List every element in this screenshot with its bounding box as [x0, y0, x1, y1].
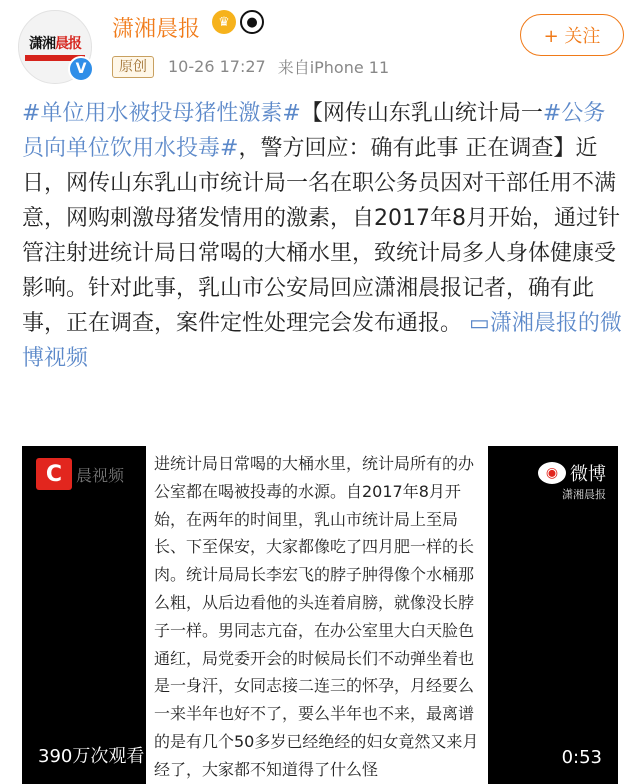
hashtag-link[interactable]: #单位用水被投母猪性激素#	[22, 101, 301, 126]
view-count: 390万次观看	[38, 746, 145, 767]
panda-icon[interactable]: ●	[240, 10, 264, 34]
username[interactable]: 潇湘晨报	[112, 17, 201, 42]
hashtag-link[interactable]: #公务员向单位饮用水投毒#	[22, 101, 606, 161]
post-title: 【网传山东乳山统计局一	[300, 101, 543, 126]
post-header	[0, 0, 640, 96]
user-badges	[212, 10, 264, 34]
post-time: 10-26 17:27	[168, 57, 266, 76]
video-duration: 0:53	[561, 747, 602, 768]
weibo-sub-text: 潇湘晨报	[562, 488, 606, 501]
video-link-icon: ▭	[469, 311, 490, 336]
video-player[interactable]	[22, 446, 618, 784]
weibo-watermark	[538, 460, 606, 502]
video-text-panel	[146, 446, 488, 784]
follow-button[interactable]: + 关注	[520, 14, 624, 56]
post-source: 来自iPhone 11	[277, 58, 390, 77]
video-panel-text: 进统计局日常喝的大桶水里，统计局所有的办公室都在喝被投毒的水源。自2017年8月开始，在两年的时间里，乳山市统计局上至局长、下至保安，大家都像吃了四月肥一样的长肉。统计局局长李宏飞的脖子肿得像个水桶那么粗，从后边看他的头连着肩膀，就像没长脖子一样。男同志亢奋，在办公室里大白天脸色通红，局党委开会的时候局长们不动弹坐着也是一身汗，女同志接二连三的怀孕，月经要么一来半年也好不了，要么半年也不来，最离谱的是有几个50多岁已经绝经的妇女竟然又来月经了，大家都不知道得了什么怪	[154, 454, 479, 779]
video-watermark-left	[36, 458, 124, 490]
weibo-icon: ◉	[538, 462, 566, 484]
video-watermark-left-text: 晨视频	[76, 465, 125, 485]
avatar-logo-text-b: 晨报	[55, 36, 81, 52]
video-link-label: 潇湘晨报的微博视频	[22, 311, 622, 371]
post-body: ，警方回应：确有此事 正在调查】近日，网传山东乳山市统计局一名在职公务员因对干部任用不满意，网购刺激母猪发情用的激素，自2017年8月开始，通过针管注射进统计局日常喝的大桶水里，致统计局多人身体健康受影响。针对此事，乳山市公安局回应潇湘晨报记者，确有此事，正在调查，案件定性处理完会发布通报。	[22, 136, 620, 336]
verified-icon: V	[68, 56, 94, 82]
post-text	[22, 96, 622, 376]
original-tag: 原创	[112, 56, 154, 78]
avatar-logo	[23, 33, 87, 53]
c-logo-icon: C	[36, 458, 72, 490]
post-meta	[112, 55, 389, 78]
weibo-text: 微博	[570, 464, 606, 485]
avatar-logo-text-a: 潇湘	[29, 36, 55, 52]
crown-icon[interactable]: ♛	[212, 10, 236, 34]
